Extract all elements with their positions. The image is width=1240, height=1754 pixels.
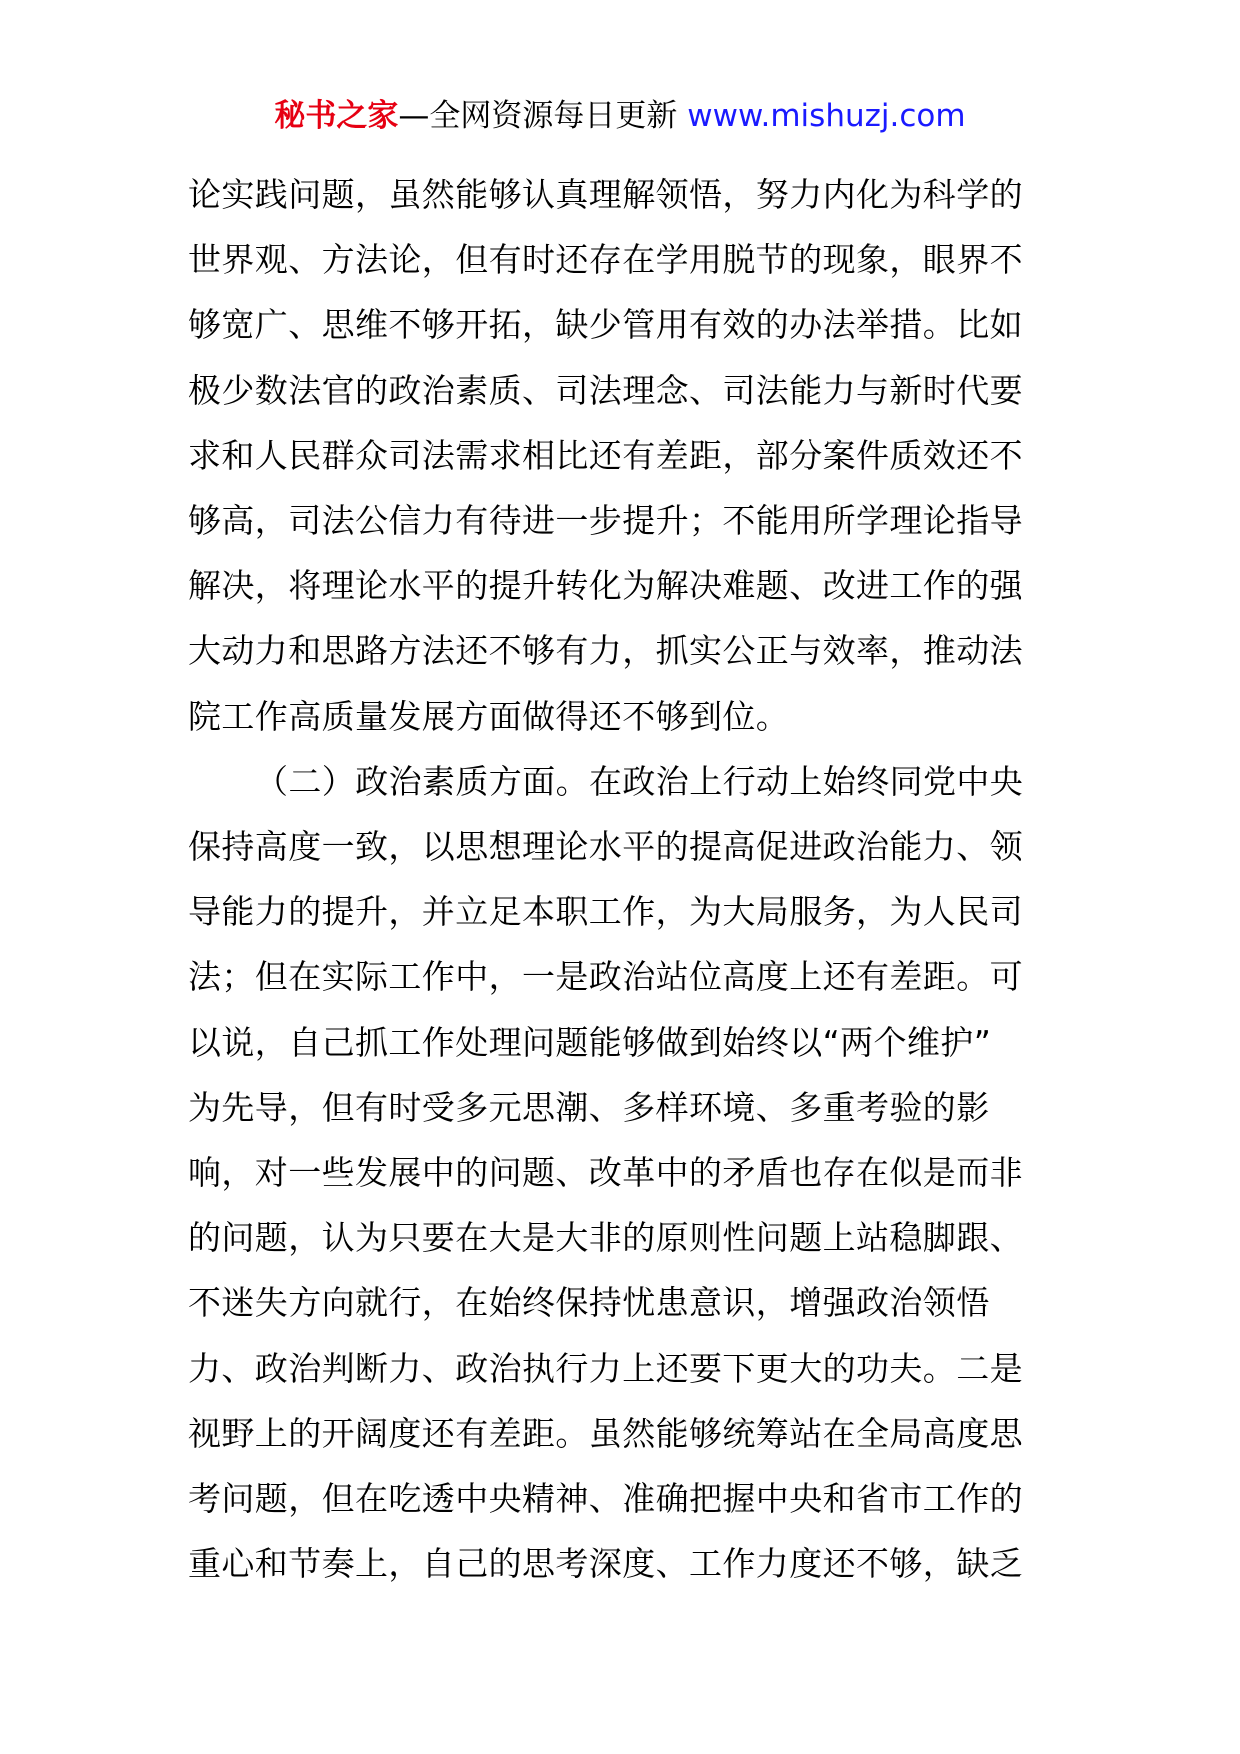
site-url-link[interactable]: www.mishuzj.com <box>687 98 966 134</box>
text-line: 极少数法官的政治素质、司法理念、司法能力与新时代要 <box>188 370 1023 410</box>
document-body <box>188 162 1058 1596</box>
text-line: 院工作高质量发展方面做得还不够到位。 <box>188 696 790 736</box>
section-heading-line: （二）政治素质方面。在政治上行动上始终同党中央 <box>255 761 1024 801</box>
text-line: 力、政治判断力、政治执行力上还要下更大的功夫。二是 <box>188 1348 1023 1388</box>
text-line: 的问题，认为只要在大是大非的原则性问题上站稳脚跟、 <box>188 1218 1023 1258</box>
text-line: 考问题，但在吃透中央精神、准确把握中央和省市工作的 <box>188 1479 1023 1519</box>
text-line: 够高，司法公信力有待进一步提升；不能用所学理论指导 <box>188 501 1023 541</box>
text-line: 解决，将理论水平的提升转化为解决难题、改进工作的强 <box>188 566 1023 606</box>
text-line: 导能力的提升，并立足本职工作，为大局服务，为人民司 <box>188 892 1023 932</box>
text-line: 求和人民群众司法需求相比还有差距，部分案件质效还不 <box>188 435 1023 475</box>
text-line: 重心和节奏上，自己的思考深度、工作力度还不够，缺乏 <box>188 1544 1023 1584</box>
page-header <box>0 96 1240 136</box>
text-line: 大动力和思路方法还不够有力，抓实公正与效率，推动法 <box>188 631 1023 671</box>
text-line: 世界观、方法论，但有时还存在学用脱节的现象，眼界不 <box>188 240 1023 280</box>
header-tagline: —全网资源每日更新 <box>398 98 678 134</box>
text-line: 保持高度一致，以思想理论水平的提高促进政治能力、领 <box>188 827 1023 867</box>
paragraph-1 <box>188 162 1058 749</box>
text-line: 以说，自己抓工作处理问题能够做到始终以“两个维护” <box>188 1022 992 1062</box>
text-line: 够宽广、思维不够开拓，缺少管用有效的办法举措。比如 <box>188 305 1023 345</box>
text-line: 为先导，但有时受多元思潮、多样环境、多重考验的影 <box>188 1087 990 1127</box>
paragraph-2 <box>188 749 1058 1597</box>
text-line: 不迷失方向就行，在始终保持忧患意识，增强政治领悟 <box>188 1283 990 1323</box>
text-line: 视野上的开阔度还有差距。虽然能够统筹站在全局高度思 <box>188 1413 1023 1453</box>
text-line: 法；但在实际工作中，一是政治站位高度上还有差距。可 <box>188 957 1023 997</box>
text-line: 响，对一些发展中的问题、改革中的矛盾也存在似是而非 <box>188 1153 1023 1193</box>
brand-name: 秘书之家 <box>274 98 399 134</box>
text-line: 论实践问题，虽然能够认真理解领悟，努力内化为科学的 <box>188 175 1023 214</box>
